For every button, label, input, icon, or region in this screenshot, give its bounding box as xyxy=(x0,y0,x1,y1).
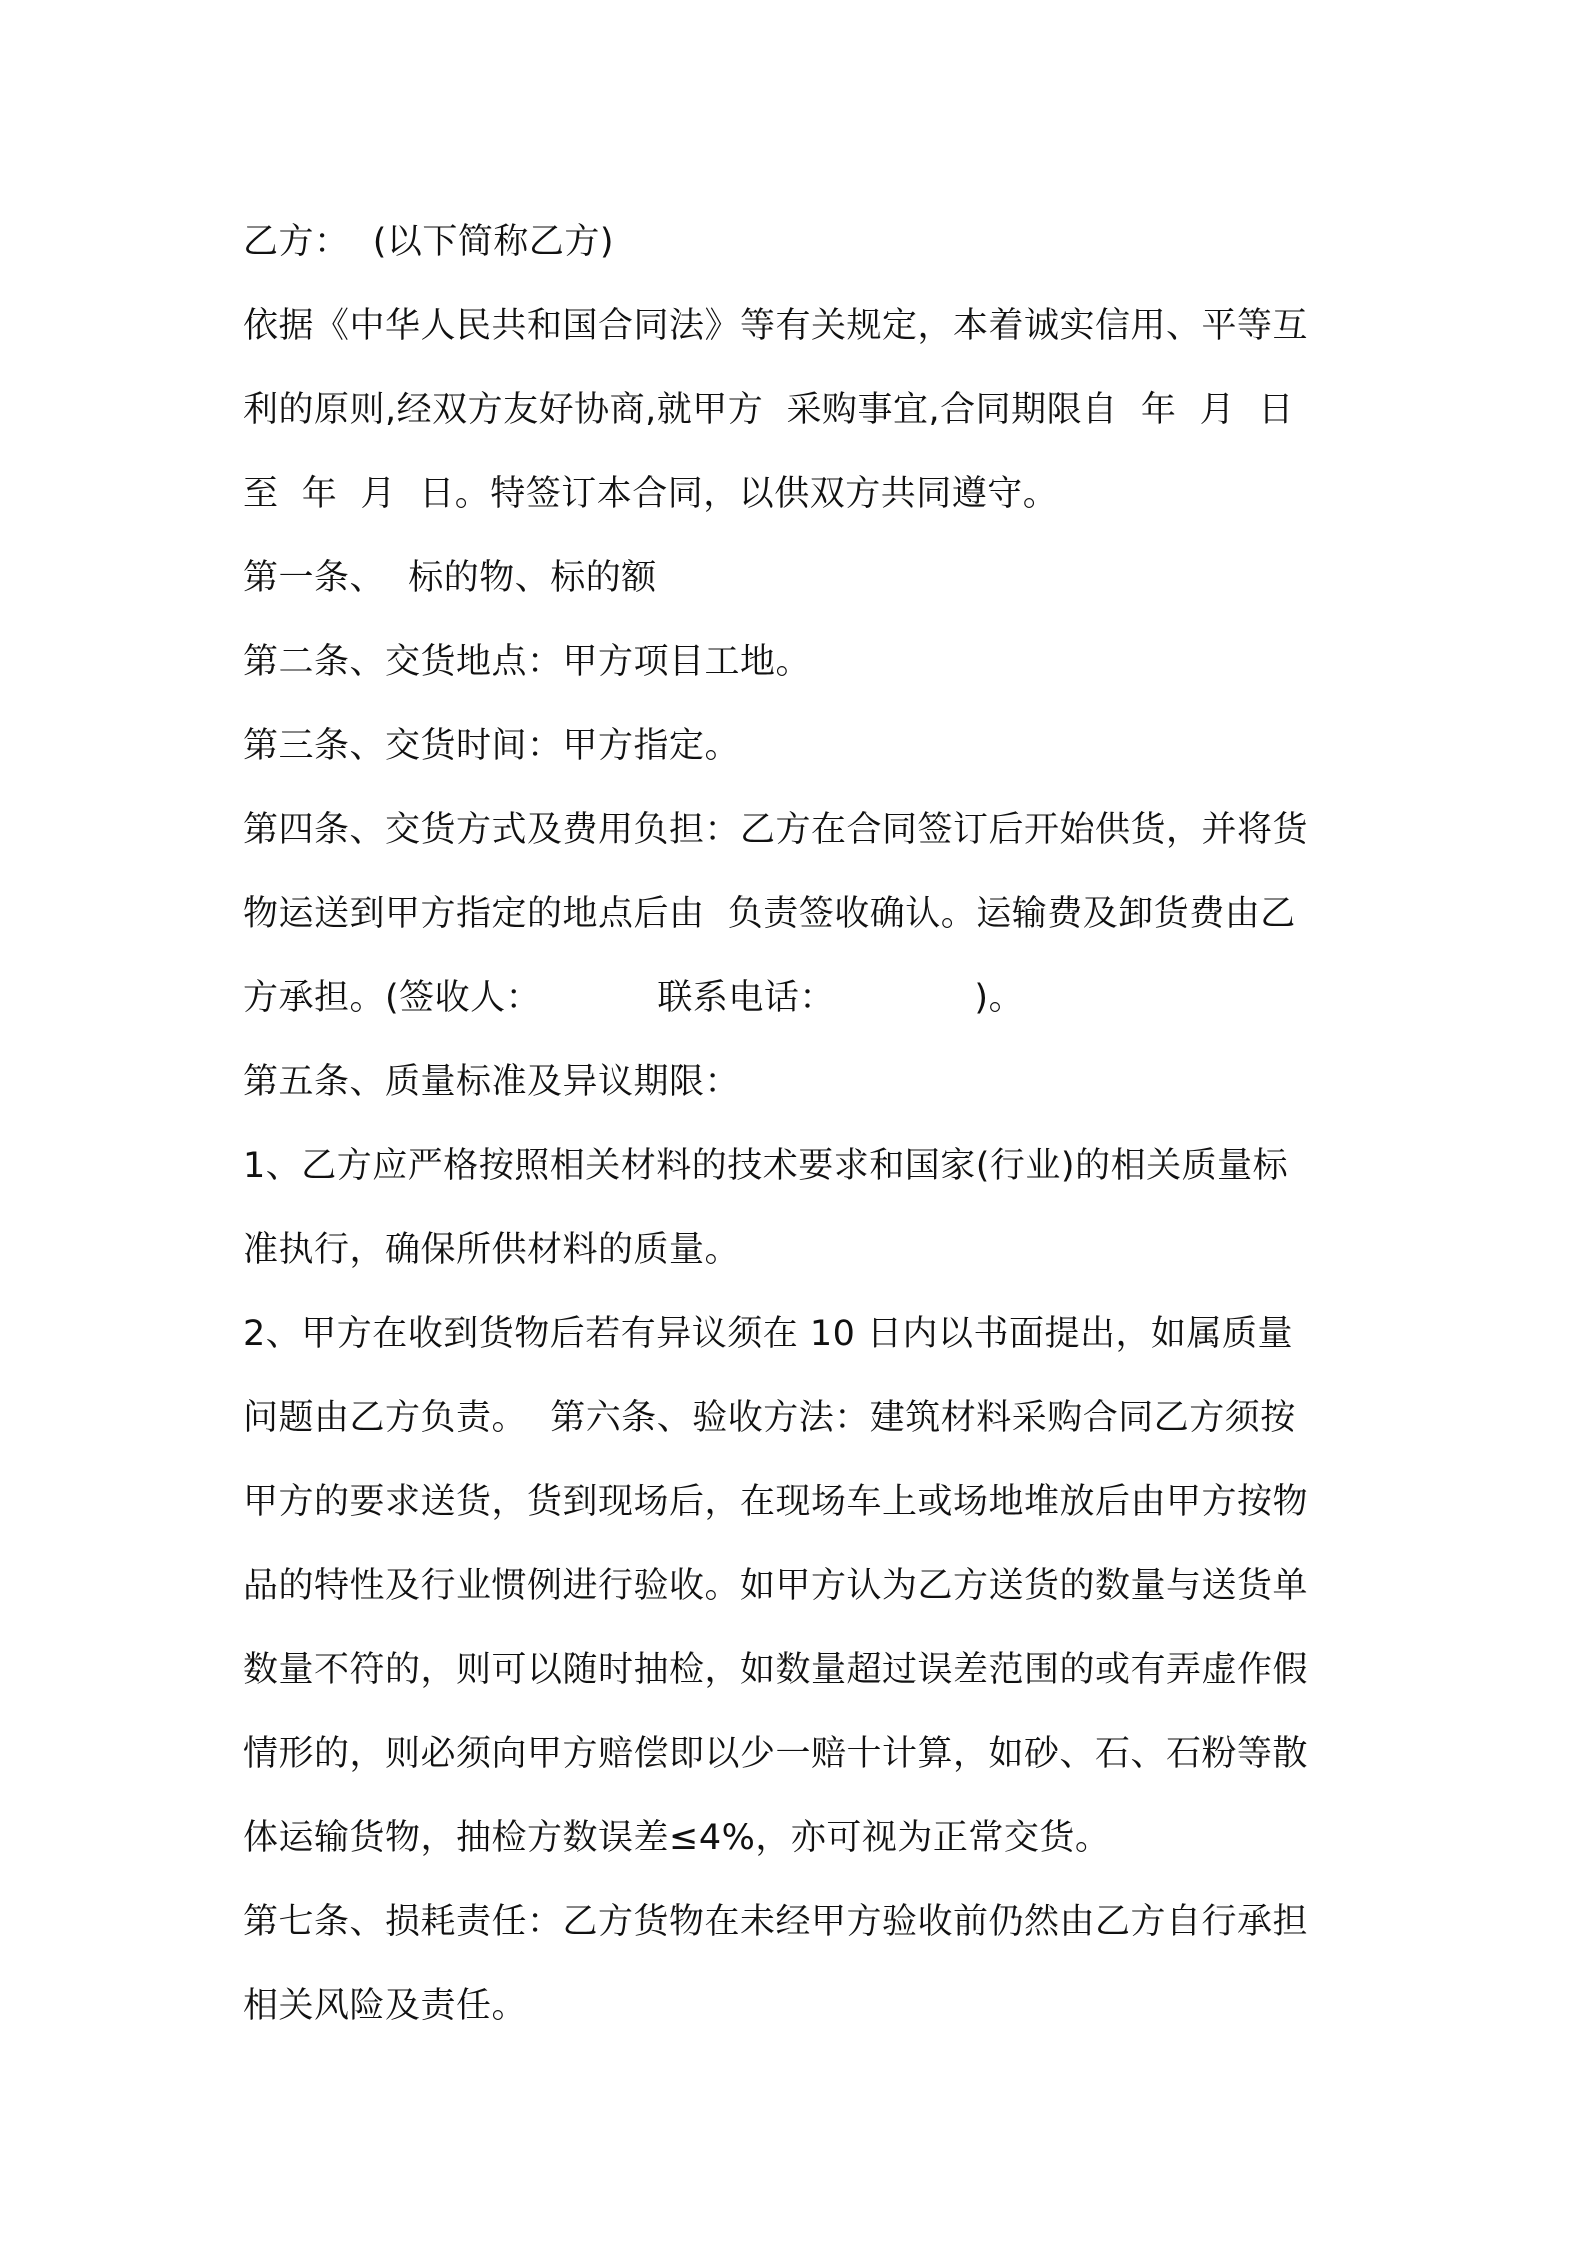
article-5-item-1-line-1: 1、乙方应严格按照相关材料的技术要求和国家(行业)的相关质量标 xyxy=(243,1146,1289,1186)
article-6-line-5: 情形的，则必须向甲方赔偿即以少一赔十计算，如砂、石、石粉等散 xyxy=(243,1734,1309,1774)
article-4-line-1: 第四条、交货方式及费用负担：乙方在合同签订后开始供货，并将货 xyxy=(243,810,1309,850)
article-7-line-2: 相关风险及责任。 xyxy=(243,1986,528,2026)
article-5-heading: 第五条、质量标准及异议期限： xyxy=(243,1062,741,1102)
article-5-item-1-line-2: 准执行，确保所供材料的质量。 xyxy=(243,1230,741,1270)
document-body xyxy=(243,200,1363,2048)
article-6-line-2: 甲方的要求送货，货到现场后，在现场车上或场地堆放后由甲方按物 xyxy=(243,1482,1309,1522)
article-3-text: 第三条、交货时间：甲方指定。 xyxy=(243,726,741,766)
article-4-line-3: 方承担。(签收人： 联系电话： )。 xyxy=(243,978,1025,1018)
article-6-line-3: 品的特性及行业惯例进行验收。如甲方认为乙方送货的数量与送货单 xyxy=(243,1566,1309,1606)
article-1-heading: 第一条、 标的物、标的额 xyxy=(243,558,657,598)
article-5-item-2-line-2: 问题由乙方负责。 第六条、验收方法：建筑材料采购合同乙方须按 xyxy=(243,1398,1296,1438)
article-2-text: 第二条、交货地点：甲方项目工地。 xyxy=(243,642,812,682)
article-6-line-4: 数量不符的，则可以随时抽检，如数量超过误差范围的或有弄虚作假 xyxy=(243,1650,1309,1690)
article-6-line-6: 体运输货物，抽检方数误差≤4%，亦可视为正常交货。 xyxy=(243,1818,1111,1858)
preamble-line-2: 利的原则,经双方友好协商,就甲方 采购事宜,合同期限自 年 月 日 xyxy=(243,390,1294,430)
preamble-line-3: 至 年 月 日。特签订本合同，以供双方共同遵守。 xyxy=(243,474,1059,514)
article-5-item-2-line-1: 2、甲方在收到货物后若有异议须在 10 日内以书面提出，如属质量 xyxy=(243,1314,1294,1354)
article-4-line-2: 物运送到甲方指定的地点后由 负责签收确认。运输费及卸货费由乙 xyxy=(243,894,1296,934)
party-b-line: 乙方： (以下简称乙方) xyxy=(243,222,615,262)
preamble-line-1: 依据《中华人民共和国合同法》等有关规定，本着诚实信用、平等互 xyxy=(243,306,1309,346)
article-7-line-1: 第七条、损耗责任：乙方货物在未经甲方验收前仍然由乙方自行承担 xyxy=(243,1902,1309,1942)
